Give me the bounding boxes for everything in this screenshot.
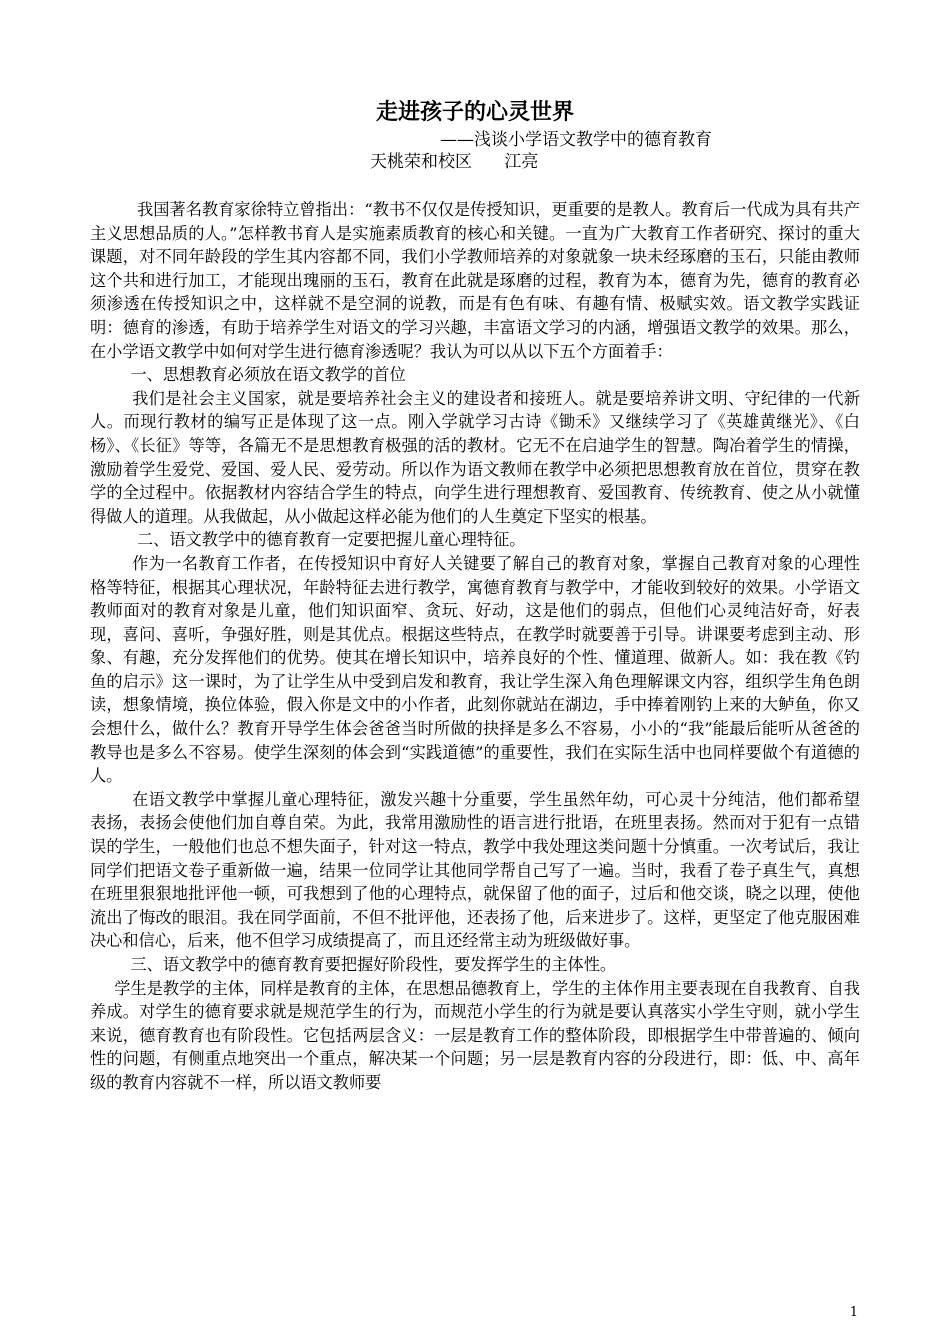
paragraph: 在语文教学中掌握儿童心理特征，激发兴趣十分重要，学生虽然年幼，可心灵十分纯洁，他们都希望表扬，表扬会使他们加自尊自荣。为此，我常用激励性的语言进行批语，在班里表扬。然而对于犯有一点错误的学生，一般他们也总不想失面子，针对这一特点，教学中我处理这类问题十分慎重。一次考试后，我让同学们把语文卷子重新做一遍，结果一位同学让其他同学帮自己写了一遍。当时，我看了卷子真生气，真想在班里狠狠地批评他一顿，可我想到了他的心理特点，就保留了他的面子，过后和他交谈，晓之以理，使他流出了悔改的眼泪。我在同学面前，不但不批评他，还表扬了他，后来进步了。这样，更坚定了他克服困难决心和信心，后来，他不但学习成绩提高了，而且还经常主动为班级做好事。 (90, 789, 860, 951)
document-subtitle: ——浅谈小学语文教学中的德育教育 (440, 130, 712, 150)
section-heading-1: 一、思想教育必须放在语文教学的首位 (130, 365, 406, 385)
author-line: 天桃荣和校区 江亮 (370, 152, 539, 172)
section-heading-3: 三、语文教学中的德育教育要把握好阶段性，要发挥学生的主体性。 (130, 955, 617, 974)
paragraph: 学生是教学的主体，同样是教育的主体，在思想品德教育上，学生的主体作用主要表现在自我教育、自我养成。对学生的德育要求就是规范学生的行为，而规范小学生的行为就是要认真落实小学生守则，就小学生来说，德育教育也有阶段性。它包括两层含义：一层是教育工作的整体阶段，即根据学生中带普遍的、倾向性的问题，有侧重点地突出一个重点，解决某一个问题；另一层是教育内容的分段进行，即：低、中、高年级的教育内容就不一样，所以语文教师要 (90, 978, 860, 1092)
document-title: 走进孩子的心灵世界 (375, 99, 574, 125)
paragraph-intro: 我国著名教育家徐特立曾指出：“教书不仅仅是传授知识，更重要的是教人。教育后一代成为具有共产主义思想品质的人。”怎样教书育人是实施素质教育的核心和关键。一直为广大教育工作者研究、探讨的重大课题，对不同年龄段的学生其内容都不同，我们小学教师培养的对象就象一块未经琢磨的玉石，只能由教师这个共和进行加工，才能现出瑰丽的玉石，教育在此就是琢磨的过程，教育为本，德育为先，德育的教育必须渗透在传授知识之中，这样就不是空洞的说教，而是有色有味、有趣有情、极赋实效。语文教学实践证明：德育的渗透，有助于培养学生对语文的学习兴趣，丰富语文学习的内涵，增强语文教学的效果。那么，在小学语文教学中如何对学生进行德育渗透呢？我认为可以从以下五个方面着手： (90, 200, 860, 361)
page-number: 1 (849, 1305, 858, 1320)
section-heading-2: 二、语文教学中的德育教育一定要把握儿童心理特征。 (136, 530, 526, 550)
paragraph: 我们是社会主义国家，就是要培养社会主义的建设者和接班人。就是要培养讲文明、守纪律的一代新人。而现行教材的编写正是体现了这一点。刚入学就学习古诗《锄禾》又继续学习了《英雄黄继光》、《白杨》、《长征》等等，各篇无不是思想教育极强的活的教材。它无不在启迪学生的智慧。陶冶着学生的情操，激励着学生爱党、爱国、爱人民、爱劳动。所以作为语文教师在教学中必须把思想教育放在首位，贯穿在教学的全过程中。依据教材内容结合学生的特点，向学生进行理想教育、爱国教育、传统教育、使之从小就懂得做人的道理。从我做起，从小做起这样必能为他们的人生奠定下坚实的根基。 (90, 388, 860, 526)
document-body (90, 198, 860, 1095)
paragraph: 作为一名教育工作者，在传授知识中育好人关键要了解自己的教育对象，掌握自己教育对象的心理性格等特征，根据其心理状况，年龄特征去进行教学，寓德育教育与教学中，才能收到较好的效果。小学语文教师面对的教育对象是儿童，他们知识面窄、贪玩、好动，这是他们的弱点，但他们心灵纯洁好奇，好表现，喜问、喜听，争强好胜，则是其优点。根据这些特点，在教学时就要善于引导。讲课要考虑到主动、形象、有趣，充分发挥他们的优势。使其在增长知识中，培养良好的个性、懂道理、做新人。如：我在教《钓鱼的启示》这一课时，为了让学生从中受到启发和教育，我让学生深入角色理解课文内容，组织学生角色朗读，想象情境，换位体验，假入你是文中的小作者，此刻你就站在湖边，手中捧着刚钓上来的大鲈鱼，你又会想什么，做什么？教育开导学生体会爸爸当时所做的抉择是多么不容易，小小的“我”能最后能听从爸爸的教导也是多么不容易。使学生深刻的体会到“实践道德”的重要性，我们在实际生活中也同样要做个有道德的人。 (90, 553, 860, 786)
